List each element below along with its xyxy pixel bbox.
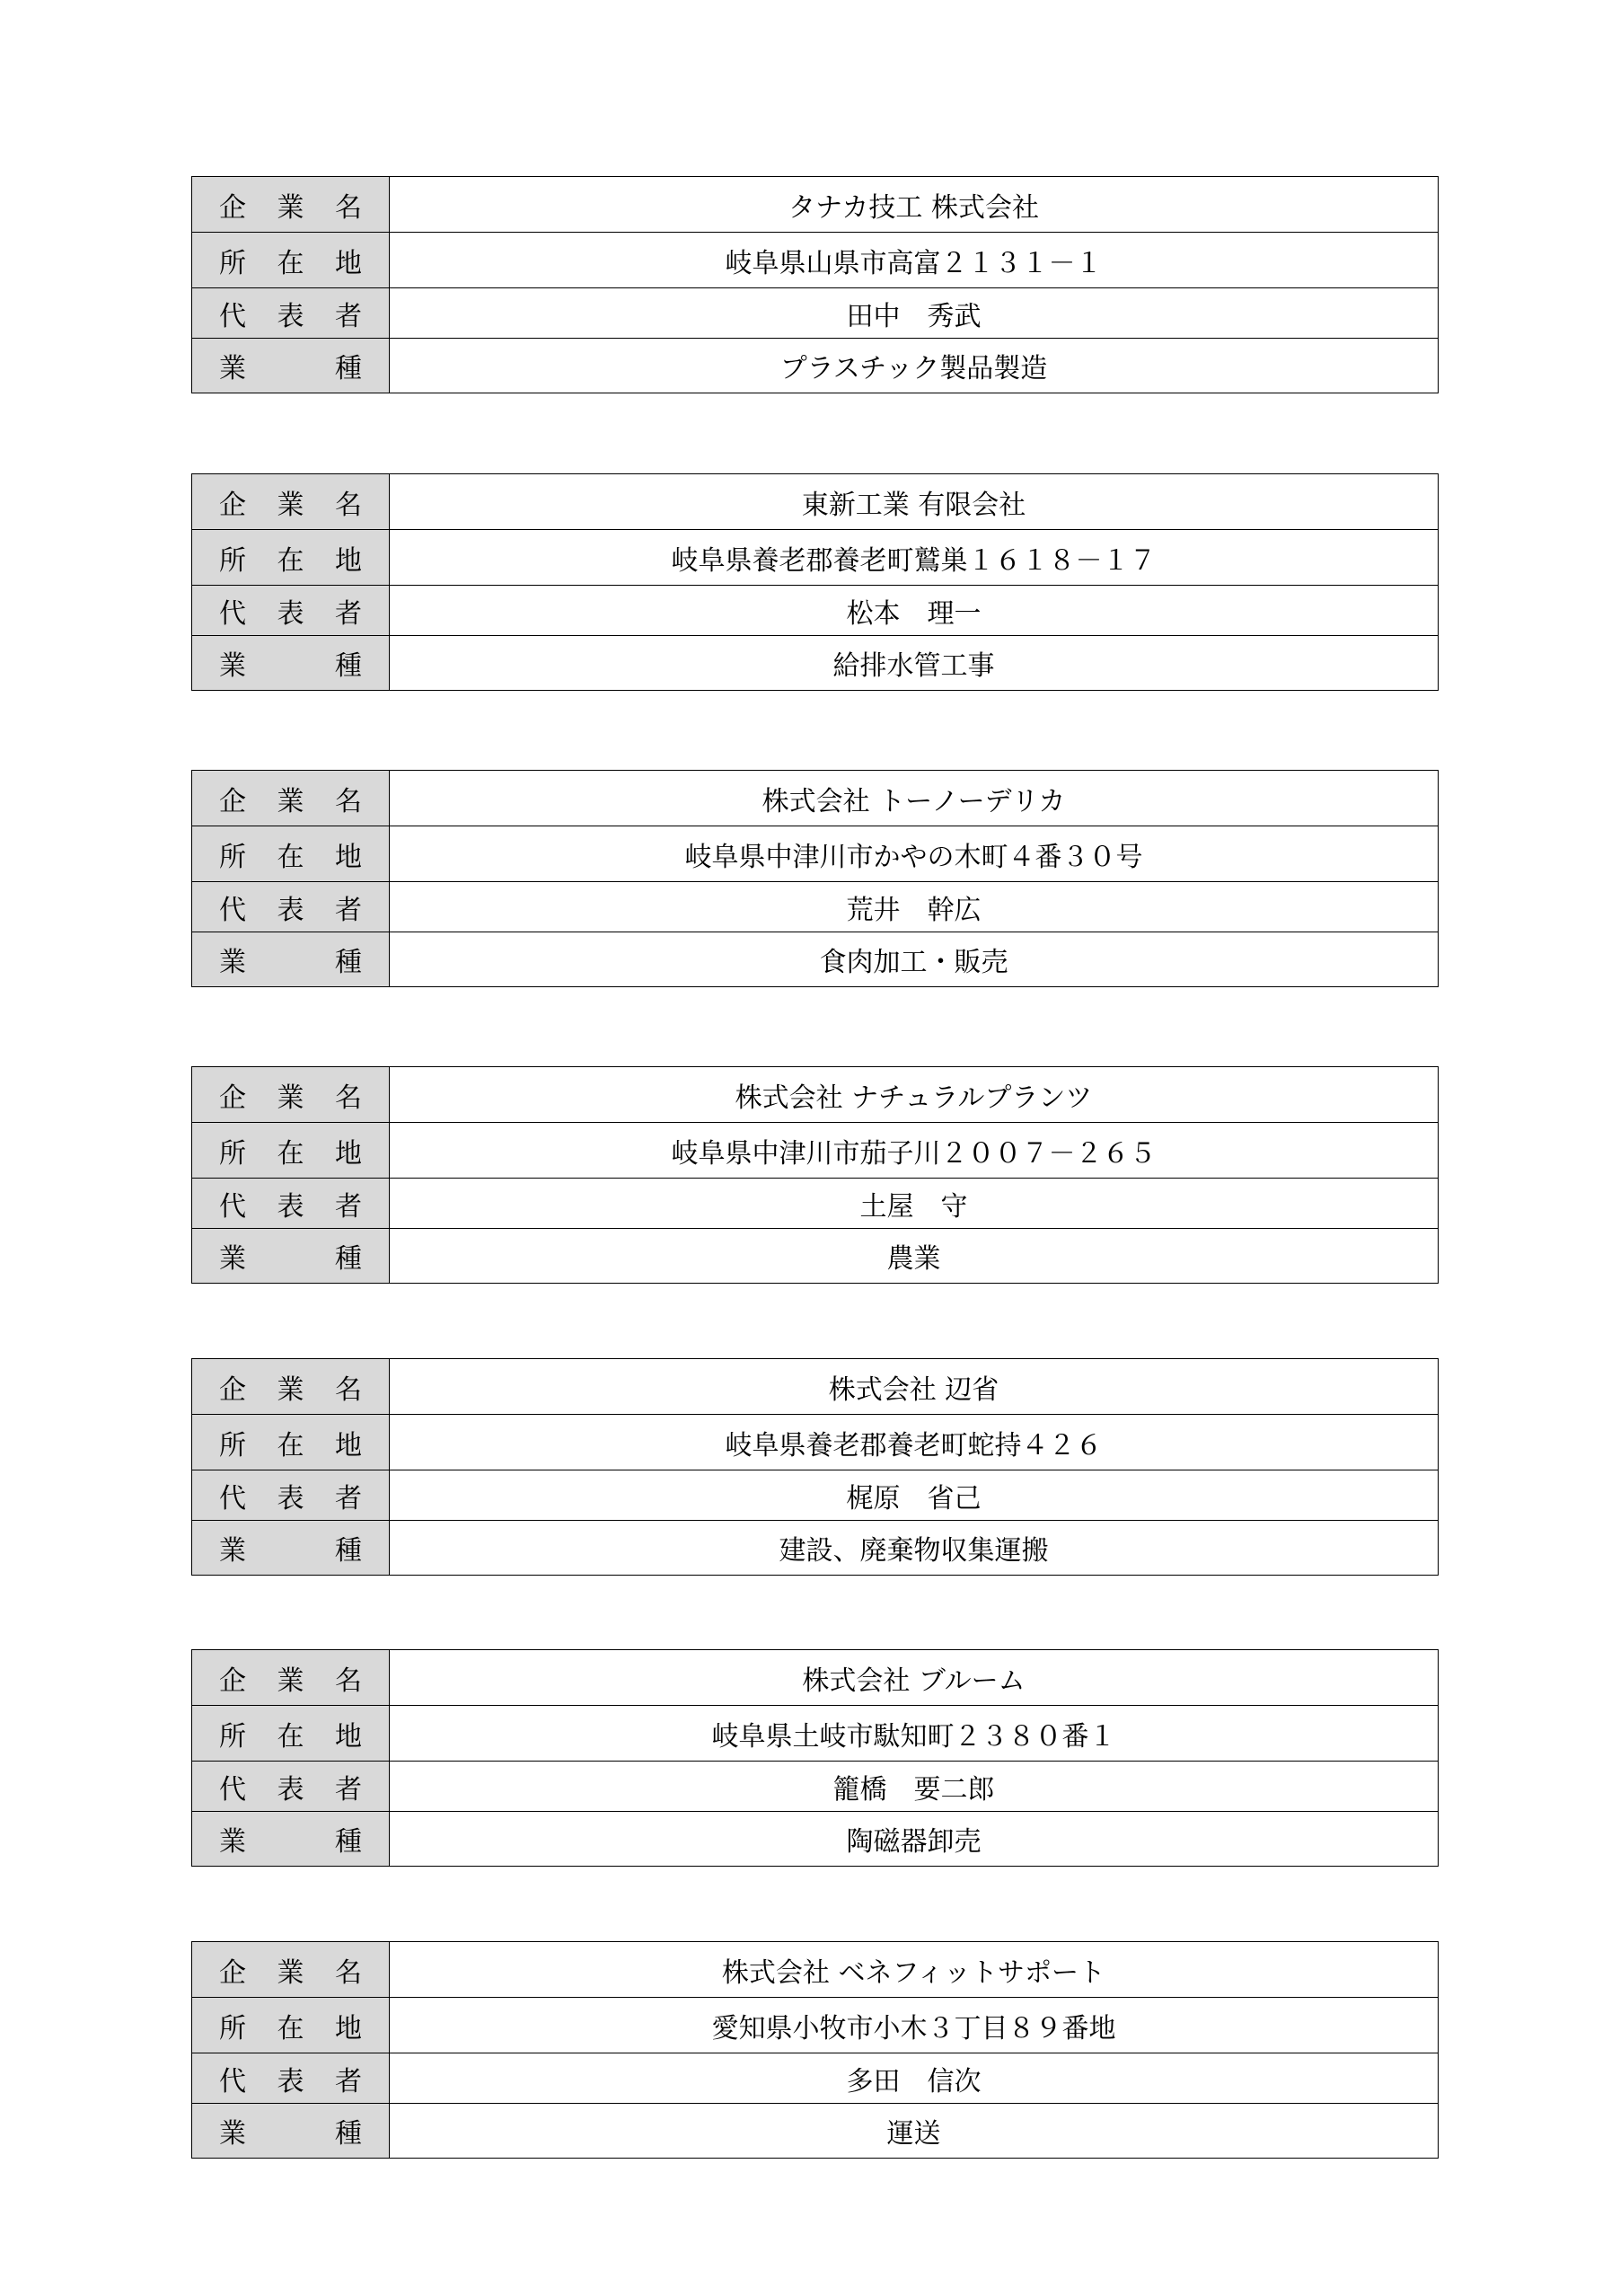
address-label-char: 地 xyxy=(335,1137,362,1170)
representative-label-char: 表 xyxy=(277,300,304,332)
industry-label-char: 業 xyxy=(219,1826,246,1858)
company-name-label-char: 企 xyxy=(219,785,246,817)
company-name-label-char: 名 xyxy=(335,1373,362,1406)
company-name-label xyxy=(192,1067,390,1123)
representative-label-char: 代 xyxy=(219,1190,246,1223)
address-label-char: 所 xyxy=(219,841,246,873)
representative-label-char: 表 xyxy=(277,2065,304,2097)
address-label-char: 所 xyxy=(219,2012,246,2044)
representative-label-char: 代 xyxy=(219,300,246,332)
representative-row xyxy=(192,2053,1439,2104)
industry-label xyxy=(192,1812,390,1867)
address-label-char: 所 xyxy=(219,1137,246,1170)
industry-label xyxy=(192,932,390,987)
representative-value: 田中 秀武 xyxy=(390,288,1439,339)
address-value: 岐阜県養老郡養老町蛇持４２６ xyxy=(390,1415,1439,1470)
company-name-label-char: 企 xyxy=(219,1082,246,1114)
industry-label-char: 業 xyxy=(219,2118,246,2150)
representative-value: 松本 理一 xyxy=(390,586,1439,636)
address-label-char: 在 xyxy=(277,1137,304,1170)
company-table xyxy=(191,1941,1439,2159)
representative-label-char: 代 xyxy=(219,894,246,926)
company-name-value: タナカ技工 株式会社 xyxy=(390,177,1439,233)
company-name-value: 株式会社 ブルーム xyxy=(390,1650,1439,1706)
address-label xyxy=(192,1706,390,1762)
industry-value: 給排水管工事 xyxy=(390,636,1439,691)
representative-label-char: 代 xyxy=(219,2065,246,2097)
industry-label-char: 種 xyxy=(335,650,362,682)
address-row xyxy=(192,826,1439,882)
representative-row xyxy=(192,288,1439,339)
representative-label-char: 代 xyxy=(219,1773,246,1806)
representative-label-char: 表 xyxy=(277,1482,304,1514)
company-name-value: 株式会社 トーノーデリカ xyxy=(390,771,1439,826)
address-label xyxy=(192,530,390,586)
industry-label xyxy=(192,636,390,691)
representative-label xyxy=(192,882,390,932)
industry-row xyxy=(192,1812,1439,1867)
industry-label-char: 種 xyxy=(335,1535,362,1567)
address-value: 岐阜県中津川市茄子川２００７－２６５ xyxy=(390,1123,1439,1179)
industry-label-char: 業 xyxy=(219,947,246,978)
address-label-char: 在 xyxy=(277,544,304,577)
company-name-label-char: 名 xyxy=(335,1956,362,1989)
industry-label-char: 業 xyxy=(219,1243,246,1275)
industry-value: 運送 xyxy=(390,2104,1439,2159)
address-label-char: 地 xyxy=(335,2012,362,2044)
industry-row xyxy=(192,339,1439,393)
industry-label xyxy=(192,1521,390,1576)
address-row xyxy=(192,1998,1439,2053)
company-name-label-char: 業 xyxy=(277,1665,304,1697)
representative-label-char: 代 xyxy=(219,597,246,630)
representative-row xyxy=(192,1470,1439,1521)
representative-label-char: 代 xyxy=(219,1482,246,1514)
company-table xyxy=(191,770,1439,987)
representative-label xyxy=(192,586,390,636)
company-name-row xyxy=(192,177,1439,233)
representative-value: 荒井 幹広 xyxy=(390,882,1439,932)
industry-label-char: 種 xyxy=(335,1826,362,1858)
company-name-value: 株式会社 辺省 xyxy=(390,1359,1439,1415)
company-name-row xyxy=(192,1359,1439,1415)
company-name-row xyxy=(192,1942,1439,1998)
industry-value: 農業 xyxy=(390,1229,1439,1284)
address-label-char: 在 xyxy=(277,2012,304,2044)
address-label xyxy=(192,826,390,882)
company-name-label xyxy=(192,1359,390,1415)
address-label xyxy=(192,1123,390,1179)
company-name-label-char: 企 xyxy=(219,489,246,521)
company-name-label-char: 名 xyxy=(335,1082,362,1114)
company-name-label-char: 業 xyxy=(277,489,304,521)
representative-row xyxy=(192,586,1439,636)
company-name-label-char: 業 xyxy=(277,785,304,817)
representative-value: 籠橋 要二郎 xyxy=(390,1762,1439,1812)
address-label xyxy=(192,1998,390,2053)
address-label-char: 在 xyxy=(277,841,304,873)
industry-row xyxy=(192,636,1439,691)
address-label-char: 所 xyxy=(219,247,246,279)
company-name-label-char: 名 xyxy=(335,785,362,817)
industry-value: プラスチック製品製造 xyxy=(390,339,1439,393)
address-label-char: 在 xyxy=(277,1429,304,1461)
address-value: 岐阜県養老郡養老町鷲巣１６１８－１７ xyxy=(390,530,1439,586)
company-name-label-char: 業 xyxy=(277,1373,304,1406)
address-label xyxy=(192,1415,390,1470)
representative-label xyxy=(192,1762,390,1812)
company-name-label xyxy=(192,177,390,233)
company-name-label-char: 名 xyxy=(335,489,362,521)
representative-label xyxy=(192,2053,390,2104)
address-row xyxy=(192,1415,1439,1470)
representative-value: 土屋 守 xyxy=(390,1179,1439,1229)
company-name-value: 株式会社 ナチュラルプランツ xyxy=(390,1067,1439,1123)
company-name-label-char: 企 xyxy=(219,1665,246,1697)
representative-label-char: 者 xyxy=(335,2065,362,2097)
company-table xyxy=(191,1358,1439,1576)
company-name-label xyxy=(192,1650,390,1706)
company-name-label-char: 名 xyxy=(335,1665,362,1697)
address-row xyxy=(192,530,1439,586)
representative-label-char: 者 xyxy=(335,894,362,926)
industry-label-char: 種 xyxy=(335,947,362,978)
address-row xyxy=(192,233,1439,288)
industry-row xyxy=(192,2104,1439,2159)
industry-label-char: 業 xyxy=(219,353,246,384)
industry-value: 陶磁器卸売 xyxy=(390,1812,1439,1867)
representative-label xyxy=(192,1470,390,1521)
representative-label-char: 表 xyxy=(277,1773,304,1806)
industry-row xyxy=(192,1521,1439,1576)
company-name-label xyxy=(192,1942,390,1998)
company-name-value: 東新工業 有限会社 xyxy=(390,474,1439,530)
company-name-label-char: 企 xyxy=(219,191,246,224)
industry-label-char: 種 xyxy=(335,353,362,384)
address-value: 岐阜県土岐市駄知町２３８０番１ xyxy=(390,1706,1439,1762)
company-name-label xyxy=(192,474,390,530)
representative-label-char: 者 xyxy=(335,300,362,332)
representative-row xyxy=(192,882,1439,932)
industry-label xyxy=(192,2104,390,2159)
representative-label-char: 表 xyxy=(277,597,304,630)
company-name-label-char: 企 xyxy=(219,1373,246,1406)
industry-row xyxy=(192,932,1439,987)
address-label-char: 地 xyxy=(335,247,362,279)
company-table xyxy=(191,1066,1439,1284)
representative-label-char: 者 xyxy=(335,1773,362,1806)
address-value: 岐阜県中津川市かやの木町４番３０号 xyxy=(390,826,1439,882)
industry-label xyxy=(192,339,390,393)
address-label-char: 地 xyxy=(335,1720,362,1753)
address-value: 愛知県小牧市小木３丁目８９番地 xyxy=(390,1998,1439,2053)
company-table xyxy=(191,473,1439,691)
representative-label-char: 者 xyxy=(335,1190,362,1223)
company-name-label xyxy=(192,771,390,826)
industry-label-char: 業 xyxy=(219,1535,246,1567)
representative-label xyxy=(192,1179,390,1229)
company-table xyxy=(191,1649,1439,1867)
company-table xyxy=(191,176,1439,393)
company-name-row xyxy=(192,771,1439,826)
representative-label-char: 者 xyxy=(335,1482,362,1514)
address-row xyxy=(192,1123,1439,1179)
company-name-row xyxy=(192,1067,1439,1123)
industry-label xyxy=(192,1229,390,1284)
company-name-label-char: 企 xyxy=(219,1956,246,1989)
industry-label-char: 種 xyxy=(335,2118,362,2150)
representative-value: 梶原 省己 xyxy=(390,1470,1439,1521)
company-name-row xyxy=(192,1650,1439,1706)
address-label-char: 所 xyxy=(219,1720,246,1753)
representative-value: 多田 信次 xyxy=(390,2053,1439,2104)
industry-label-char: 業 xyxy=(219,650,246,682)
company-name-label-char: 業 xyxy=(277,191,304,224)
representative-row xyxy=(192,1762,1439,1812)
address-label-char: 地 xyxy=(335,1429,362,1461)
address-label-char: 地 xyxy=(335,841,362,873)
industry-value: 建設、廃棄物収集運搬 xyxy=(390,1521,1439,1576)
industry-label-char: 種 xyxy=(335,1243,362,1275)
address-label-char: 所 xyxy=(219,1429,246,1461)
address-row xyxy=(192,1706,1439,1762)
industry-value: 食肉加工・販売 xyxy=(390,932,1439,987)
representative-label-char: 表 xyxy=(277,894,304,926)
industry-row xyxy=(192,1229,1439,1284)
company-name-label-char: 名 xyxy=(335,191,362,224)
company-name-label-char: 業 xyxy=(277,1956,304,1989)
representative-label-char: 表 xyxy=(277,1190,304,1223)
address-label-char: 所 xyxy=(219,544,246,577)
address-value: 岐阜県山県市高富２１３１－１ xyxy=(390,233,1439,288)
company-name-row xyxy=(192,474,1439,530)
representative-label xyxy=(192,288,390,339)
address-label xyxy=(192,233,390,288)
representative-row xyxy=(192,1179,1439,1229)
company-name-value: 株式会社 ベネフィットサポート xyxy=(390,1942,1439,1998)
representative-label-char: 者 xyxy=(335,597,362,630)
address-label-char: 在 xyxy=(277,1720,304,1753)
address-label-char: 在 xyxy=(277,247,304,279)
address-label-char: 地 xyxy=(335,544,362,577)
company-name-label-char: 業 xyxy=(277,1082,304,1114)
